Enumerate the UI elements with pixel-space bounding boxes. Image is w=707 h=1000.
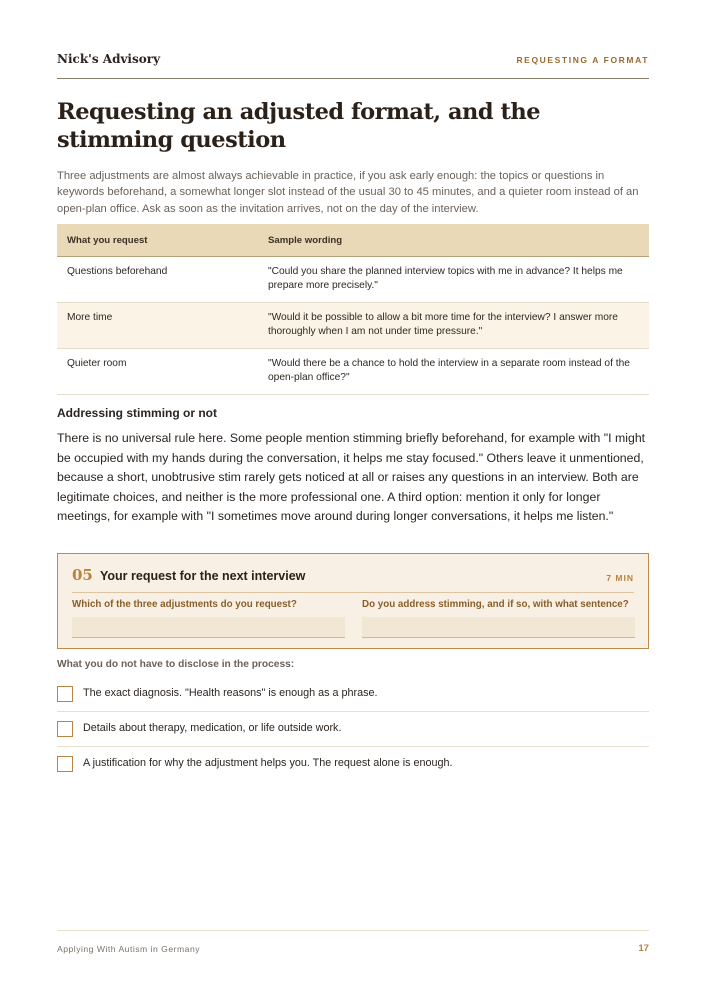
exercise-time-badge: 7 MIN (606, 573, 634, 583)
exercise-question-adjustment: Which of the three adjustments do you request? (72, 599, 297, 610)
page-number: 17 (638, 943, 649, 954)
table-row (57, 349, 649, 395)
table-cell-request: Questions beforehand (57, 257, 258, 303)
checklist-item (57, 677, 649, 712)
table-header-row (57, 224, 649, 257)
intro-paragraph: Three adjustments are almost always achievable in practice, if you ask early enough: the topics or questions in keywords beforehand, a somewhat longer slot instead of the usual 30 to 45 minutes, and a quieter room instead of an open-plan office. Ask as soon as the invitation arrives, not on the day of the interview. (57, 170, 639, 215)
checklist-heading: What you do not have to disclose in the process: (57, 659, 295, 670)
footer-divider (57, 930, 649, 931)
adjustments-table (57, 224, 649, 395)
stimming-answer-field[interactable] (362, 617, 635, 638)
table-header-wording: Sample wording (258, 224, 649, 257)
stimming-paragraph: There is no universal rule here. Some people mention stimming briefly beforehand, for example with "I might be occupied with my hands during the conversation, it helps me stay focused." Others leave it unmentioned, because a short, unobtrusive stim rarely gets noticed at all or raises any questions in an interview. Both are legitimate choices, and neither is the more professional one. A third option: mention it only for longer meetings, for example with "I sometimes move around during longer conversations, it helps me listen." (57, 431, 646, 523)
table-cell-wording: "Could you share the planned interview topics with me in advance? It helps me prepare more precisely." (258, 257, 649, 303)
checklist-item-text: A justification for why the adjustment helps you. The request alone is enough. (83, 757, 453, 769)
disclosure-checklist (57, 677, 649, 781)
checkbox[interactable] (57, 721, 73, 737)
table-cell-wording: "Would there be a chance to hold the interview in a separate room instead of the open-plan office?" (258, 349, 649, 395)
checkbox[interactable] (57, 756, 73, 772)
exercise-question-stimming: Do you address stimming, and if so, with what sentence? (362, 599, 629, 610)
checklist-item (57, 712, 649, 747)
stimming-heading: Addressing stimming or not (57, 406, 218, 420)
footer-book-title: Applying With Autism in Germany (57, 944, 201, 954)
table-cell-request: Quieter room (57, 349, 258, 395)
exercise-number: 05 (72, 566, 93, 584)
exercise-box (57, 553, 649, 649)
table-header-request: What you request (57, 224, 258, 257)
document-page (57, 0, 649, 1000)
exercise-title: Your request for the next interview (100, 569, 306, 583)
table-row (57, 303, 649, 349)
checklist-item-text: The exact diagnosis. "Health reasons" is enough as a phrase. (83, 687, 378, 699)
checkbox[interactable] (57, 686, 73, 702)
table-cell-request: More time (57, 303, 258, 349)
table-row (57, 257, 649, 303)
page-title: Requesting an adjusted format, and the stimming question (57, 99, 541, 153)
exercise-divider (72, 592, 634, 593)
page-header (57, 50, 649, 79)
checklist-item (57, 747, 649, 781)
section-label: REQUESTING A FORMAT (516, 55, 649, 65)
adjustment-answer-field[interactable] (72, 617, 345, 638)
checklist-item-text: Details about therapy, medication, or life outside work. (83, 722, 342, 734)
table-cell-wording: "Would it be possible to allow a bit more time for the interview? I answer more thoroughly when I am not under time pressure." (258, 303, 649, 349)
brand-name: Nick's Advisory (57, 52, 161, 66)
